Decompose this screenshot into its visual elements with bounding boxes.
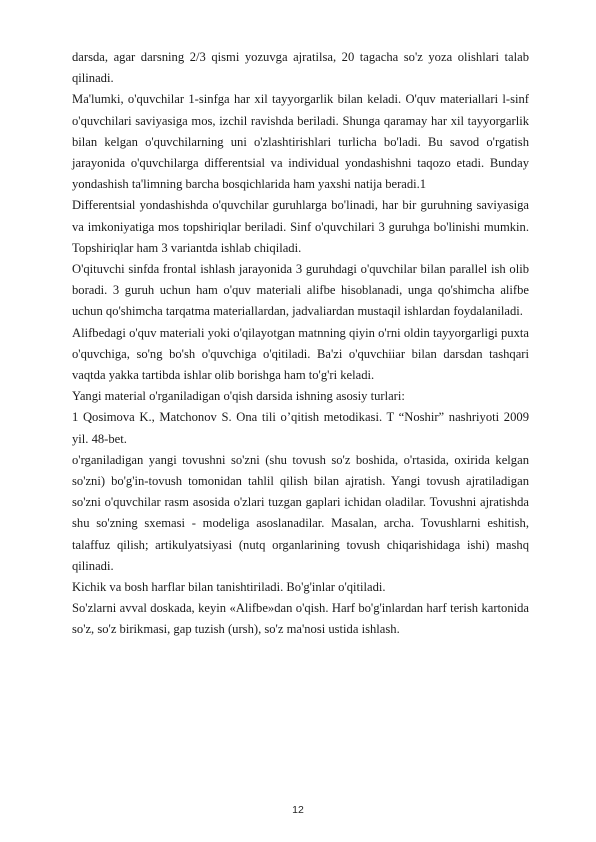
document-body [72,47,529,641]
page-number: 12 [292,804,304,816]
paragraph-alphabet-material: Alifbedagi o'quv materiali yoki o'qilayotgan matnning qiyin o'rni oldin tayyorgarligi puxta o'quvchiga, so'ng bo'sh o'quvchiga o'qitiladi. Ba'zi o'quvchiiar bilan darsdan tashqari vaqtda yakka tartibda ishlar olib borishga ham to'g'ri keladi. [72,325,529,383]
paragraph-readiness: Ma'lumki, o'quvchilar 1-sinfga har xil tayyorgarlik bilan keladi. O'quv materiallari l-sinf o'quvchilari saviyasiga mos, izchil ravishda beriladi. Shunga qaramay har xil tayyorgarlik bilan kelgan o'quvchilarning uni o'zlashtirishlari turlicha bo'ladi. Bu savod o'rgatish jarayonida o'quvchilarga differentsial va individual yondashishni taqozo etadi. Bunday yondashish ta'limning barcha bosqichlarida ham yaxshi natija beradi.1 [72,92,529,192]
footnote-reference: 1 Qosimova K., Matchonov S. Ona tili o’qitish metodikasi. T “Noshir” nashriyoti 2009 yil. 48-bet. [72,410,529,446]
paragraph-frontal-work: O'qituvchi sinfda frontal ishlash jarayonida 3 guruhdagi o'quvchilar bilan parallel ish olib boradi. 3 guruh uchun ham o'quv materiali alifbe hisoblanadi, unga qo'shimcha alifbe uchun qo'shimcha tarqatma materiallardan, jadvaliardan mustaqil ishlardan foydalaniladi. [72,262,529,319]
paragraph-word-reading: So'zlarni avval doskada, keyin «Alifbe»dan o'qish. Harf bo'g'inlardan harf terish kartonida so'z, so'z birikmasi, gap tuzish (ursh), so'z ma'nosi ustida ishlash. [72,601,529,637]
paragraph-letters-syllables: Kichik va bosh harflar bilan tanishtiriladi. Bo'g'inlar o'qitiladi. [72,580,386,595]
paragraph-differential-approach: Differentsial yondashishda o'quvchilar guruhlarga bo'linadi, har bir guruhning saviyasiga va imkoniyatiga mos topshiriqlar beriladi. Sinf o'quvchilari 3 guruhga bo'linishi mumkin. Topshiriqlar ham 3 variantda ishlab chiqiladi. [72,198,529,255]
paragraph-sound-analysis: o'rganiladigan yangi tovushni so'zni (shu tovush so'z boshida, o'rtasida, oxirida kelgan so'zni) bo'g'in-tovush tomonidan tahlil qilish bilan ajratish. Yangi tovush ajratiladigan so'zni o'quvchilar rasm asosida o'zlari tuzgan gaplari ichidan oladilar. Tovushni ajratishda shu so'zning sxemasi - modeliga asoslanadilar. Masalan, archa. Tovushlarni eshitish, talaffuz qilish; artikulyatsiyasi (nutq organlarining tovush chiqarishidaga ishi) mashq qilinadi. [72,452,529,573]
paragraph-lesson-types-heading: Yangi material o'rganiladigan o'qish darsida ishning asosiy turlari: [72,389,405,404]
paragraph-continuation: darsda, agar darsning 2/3 qismi yozuvga ajratilsa, 20 tagacha so'z yoza olishlari talab qilinadi. [72,50,529,86]
